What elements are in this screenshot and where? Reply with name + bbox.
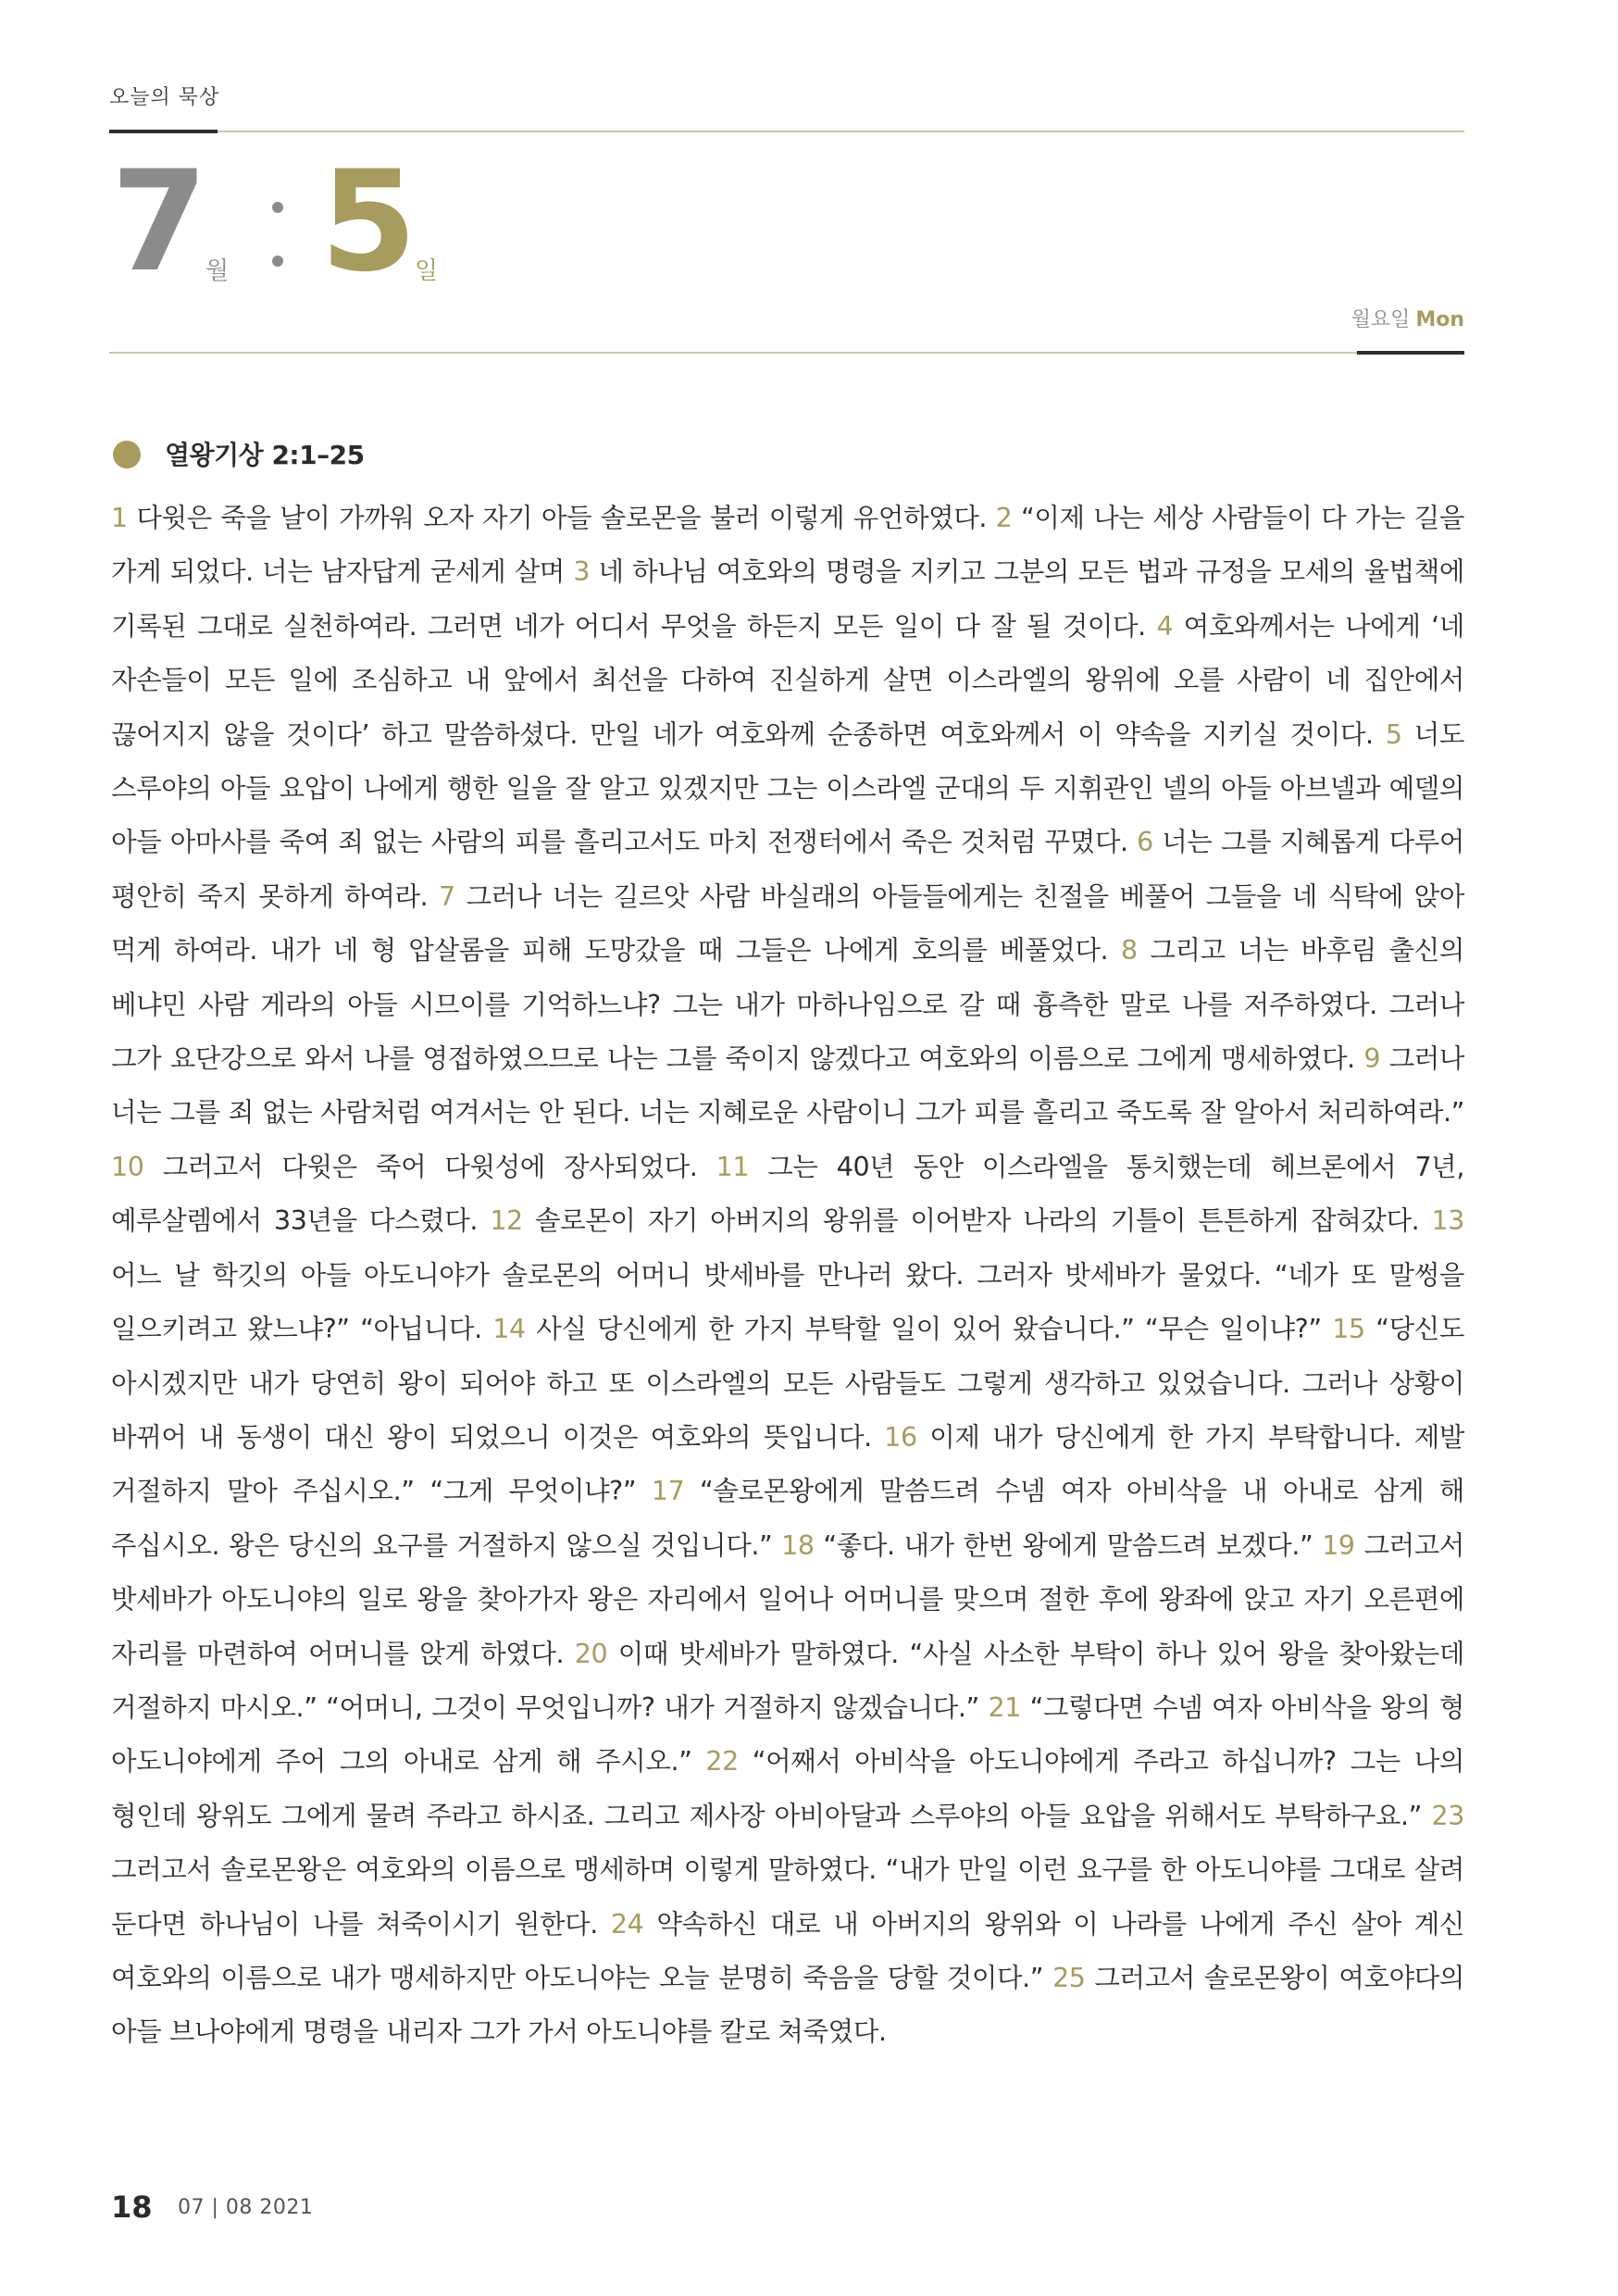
verse-text: 네 하나님 여호와의 명령을 지키고 그분의 모든 법과 규정을 모세의 율법책에 기록된 그대로 실천하여라. 그러면 네가 어디서 무엇을 하든지 모든 일이 다 잘 될 것이다. [111, 556, 1464, 642]
verse-number: 11 [716, 1151, 750, 1182]
scripture-reference: 열왕기상 2:1–25 [165, 440, 365, 470]
verse-text: 너도 스루야의 아들 요압이 나에게 행한 일을 잘 알고 있겠지만 그는 이스라엘 군대의 두 지휘관인 넬의 아들 아브넬과 예델의 아들 아마사를 죽여 죄 없는 사람의 피를 흘리고서도 마치 전쟁터에서 죽은 것처럼 꾸몄다. [111, 718, 1465, 858]
verse-text: 솔로몬이 자기 아버지의 왕위를 이어받자 나라의 기틀이 튼튼하게 잡혀갔다. [534, 1205, 1420, 1237]
verse-text: 너는 그를 지혜롭게 다루어 평안히 죽지 못하게 하여라. [111, 827, 1464, 912]
verse-number: 14 [492, 1314, 526, 1345]
verse-text: “이제 나는 세상 사람들이 다 가는 길을 가게 되었다. 너는 남자답게 굳세게 살며 [111, 503, 1464, 588]
verse-text: 여호와께서는 나에게 ‘네 자손들이 모든 일에 조심하고 내 앞에서 최선을 다하여 진실하게 살면 이스라엘의 왕위에 오를 사람이 네 집안에서 끊어지지 않을 것이다’ 하고 말씀하셨다. 만일 네가 여호와께 순종하면 여호와께서 이 약속을 지키실 것이다. [111, 610, 1464, 750]
verse-text: 이때 밧세바가 말하였다. “사실 사소한 부탁이 하나 있어 왕을 찾아왔는데 거절하지 마시오.” “어머니, 그것이 무엇입니까? 내가 거절하지 않겠습니다.” [111, 1638, 1464, 1723]
verse-text: 그러고서 솔로몬왕이 여호야다의 아들 브나야에게 명령을 내리자 그가 가서 아도니야를 칼로 쳐죽였다. [111, 1962, 1464, 2048]
verse-number: 18 [781, 1529, 815, 1561]
day-unit: 일 [415, 257, 439, 285]
verse-number: 8 [1120, 935, 1138, 967]
verse-number: 22 [705, 1746, 739, 1778]
top-rule [109, 131, 1464, 132]
verse-number: 5 [1385, 718, 1402, 750]
issue-date: 07 | 08 2021 [178, 2196, 314, 2219]
verse-text: 그러고서 밧세바가 아도니야의 일로 왕을 찾아가자 왕은 자리에서 일어나 어머니를 맞으며 절한 후에 왕좌에 앉고 자기 오른편에 자리를 마련하여 어머니를 앉게 하였다. [111, 1529, 1464, 1669]
verse-text: 약속하신 대로 내 아버지의 왕위와 이 나라를 나에게 주신 살아 계신 여호와의 이름으로 내가 맹세하지만 아도니야는 오늘 분명히 죽음을 당할 것이다.” [111, 1908, 1464, 1993]
day-number: 5 [320, 142, 417, 303]
verse-text: “당신도 아시겠지만 내가 당연히 왕이 되어야 하고 또 이스라엘의 모든 사람들도 그렇게 생각하고 있었습니다. 그러나 상황이 바뀌어 내 동생이 대신 왕이 되었으니 이것은 여호와의 뜻입니다. [111, 1314, 1464, 1453]
verse-number: 19 [1322, 1529, 1355, 1561]
month-unit: 월 [205, 257, 230, 285]
verse-text: “좋다. 내가 한번 왕에게 말씀드려 보겠다.” [823, 1529, 1313, 1561]
verse-number: 4 [1156, 610, 1174, 642]
reference-bullet-icon [113, 441, 141, 468]
verse-number: 2 [995, 503, 1013, 533]
weekday [1351, 304, 1464, 332]
verse-text: 그러고서 솔로몬왕은 여호와의 이름으로 맹세하며 이렇게 말하였다. “내가 만일 이런 요구를 한 아도니야를 그대로 살려 둔다면 하나님이 나를 쳐죽이시기 원한다. [111, 1854, 1464, 1940]
verse-number: 13 [1431, 1205, 1464, 1237]
top-rule-accent [109, 130, 218, 133]
verse-text: 사실 당신에게 한 가지 부탁할 일이 있어 왔습니다.” “무슨 일이냐?” [536, 1314, 1322, 1345]
section-label: 오늘의 묵상 [109, 86, 220, 109]
verse-number: 3 [573, 556, 591, 588]
verse-number: 10 [111, 1151, 144, 1182]
verse-text: 그러나 너는 그를 죄 없는 사람처럼 여겨서는 안 된다. 너는 지혜로운 사람이니 그가 피를 흘리고 죽도록 잘 알아서 처리하여라.” [111, 1043, 1464, 1129]
verse-text: “그렇다면 수넴 여자 아비삭을 왕의 형 아도니야에게 주어 그의 아내로 삼게 해 주시오.” [111, 1691, 1464, 1778]
scripture-body [111, 492, 1464, 2060]
verse-text: 어느 날 학깃의 아들 아도니야가 솔로몬의 어머니 밧세바를 만나러 왔다. 그러자 밧세바가 물었다. “네가 또 말썽을 일으키려고 왔느냐?” “아닙니다. [111, 1259, 1464, 1345]
verse-text: “어째서 아비삭을 아도니야에게 주라고 하십니까? 그는 나의 형인데 왕위도 그에게 물려 주라고 하시죠. 그리고 제사장 아비아달과 스루야의 아들 요압을 위해서도 부탁하구요.” [111, 1746, 1464, 1831]
verse-text: 그리고 너는 바후림 출신의 베냐민 사람 게라의 아들 시므이를 기억하느냐? 그는 내가 마하나임으로 갈 때 흉측한 말로 나를 저주하였다. 그러나 그가 요단강으로 와서 나를 영접하였으므로 나는 그를 죽이지 않겠다고 여호와의 이름으로 그에게 맹세하였다. [111, 935, 1464, 1075]
weekday-kr: 월요일 [1350, 308, 1411, 331]
verse-text: 이제 내가 당신에게 한 가지 부탁합니다. 제발 거절하지 말아 주십시오.” “그게 무엇이냐?” [111, 1421, 1464, 1507]
verse-number: 9 [1363, 1043, 1381, 1075]
verse-number: 1 [111, 503, 128, 533]
mid-rule-accent [1357, 351, 1464, 355]
verse-number: 25 [1052, 1962, 1086, 1993]
verse-text: 그는 40년 동안 이스라엘을 통치했는데 헤브론에서 7년, 예루살렘에서 33년을 다스렸다. [111, 1151, 1464, 1237]
verse-number: 21 [988, 1691, 1021, 1723]
verse-text: 다윗은 죽을 날이 가까워 오자 자기 아들 솔로몬을 불러 이렇게 유언하였다. [136, 503, 988, 533]
date-colon [272, 202, 283, 268]
verse-number: 12 [490, 1205, 523, 1237]
verse-text: 그러나 너는 길르앗 사람 바실래의 아들들에게는 친절을 베풀어 그들을 네 식탁에 앉아 먹게 하여라. 내가 네 형 압살롬을 피해 도망갔을 때 그들은 나에게 호의를 베풀었다. [111, 880, 1464, 967]
verse-number: 17 [651, 1476, 685, 1507]
verse-number: 15 [1332, 1314, 1365, 1345]
verse-number: 24 [610, 1908, 644, 1940]
mid-rule [109, 352, 1464, 354]
month-number: 7 [111, 142, 208, 303]
verse-text: “솔로몬왕에게 말씀드려 수넴 여자 아비삭을 내 아내로 삼게 해 주십시오. 왕은 당신의 요구를 거절하지 않으실 것입니다.” [111, 1476, 1464, 1561]
verse-number: 16 [884, 1421, 917, 1453]
page-number: 18 [111, 2190, 153, 2225]
verse-text: 그러고서 다윗은 죽어 다윗성에 장사되었다. [162, 1151, 698, 1182]
verse-number: 20 [574, 1638, 608, 1669]
verse-number: 23 [1431, 1800, 1464, 1831]
weekday-en: Mon [1415, 308, 1464, 331]
verse-number: 7 [439, 880, 455, 912]
verse-number: 6 [1137, 827, 1153, 858]
